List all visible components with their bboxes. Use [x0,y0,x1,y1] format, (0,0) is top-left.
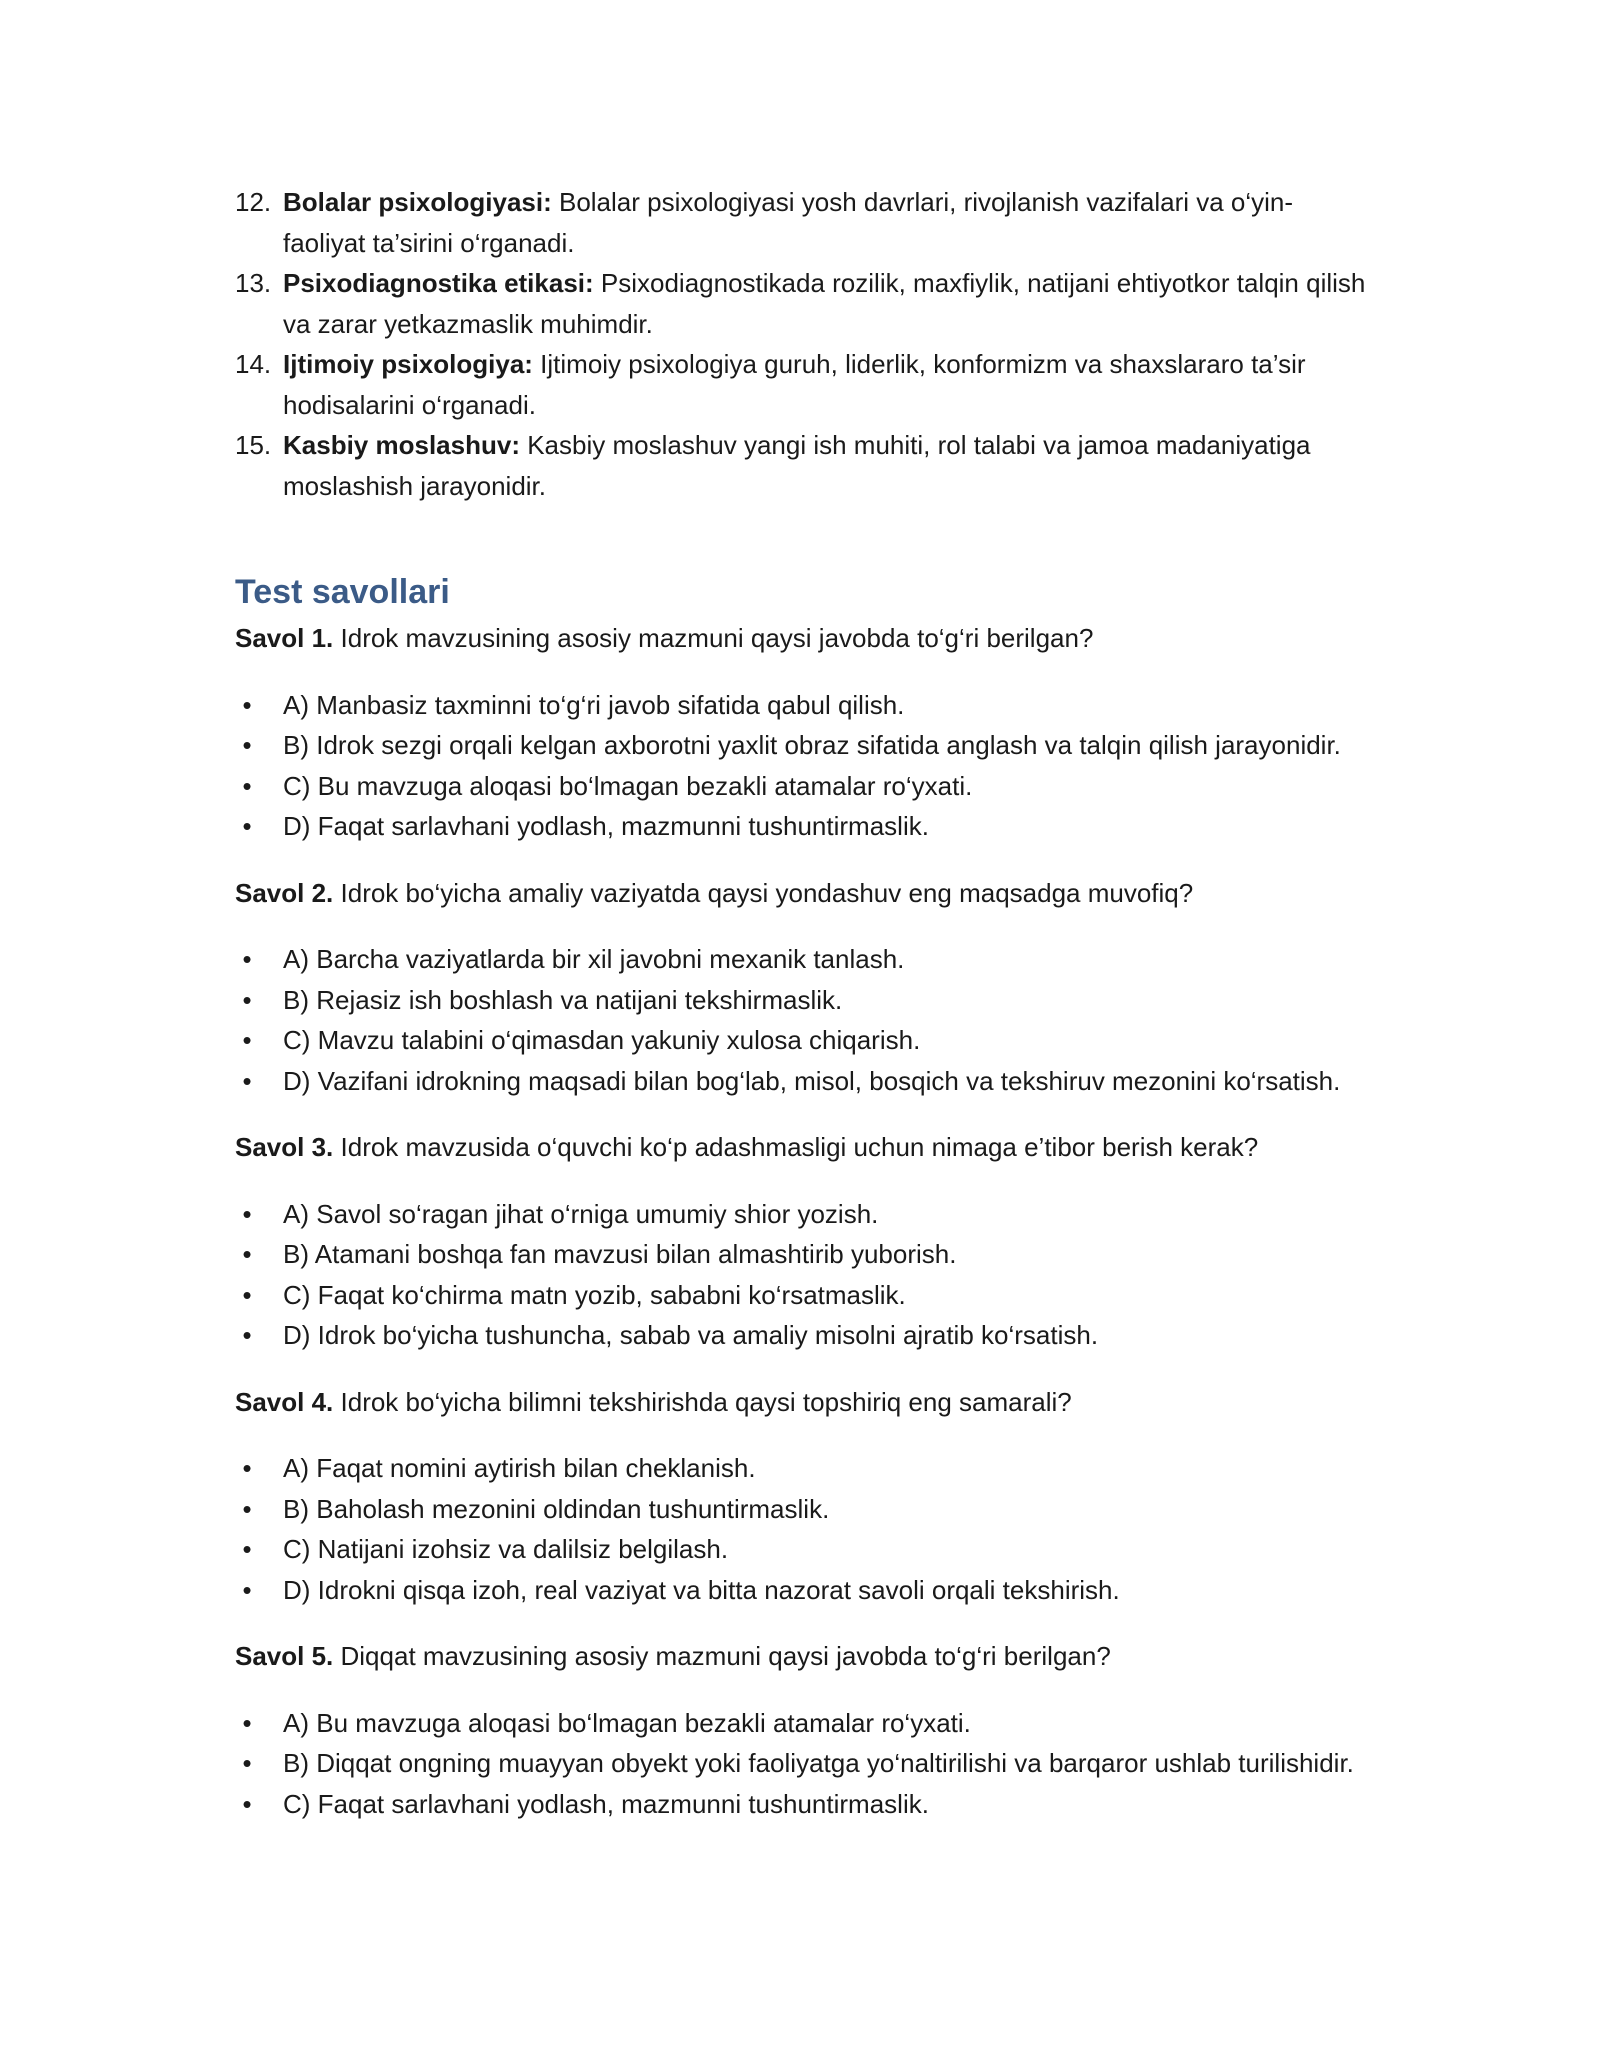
item-number: 13. [235,268,272,298]
option-item [235,806,1375,847]
option-item [235,1020,1375,1061]
option-item [235,980,1375,1021]
option-text: B) Idrok sezgi orqali kelgan axborotni yaxlit obraz sifatida anglash va talqin qilish jarayonidir. [283,730,1341,760]
term-title: Bolalar psixologiyasi: [283,187,552,217]
option-item [235,1234,1375,1275]
term-title: Kasbiy moslashuv: [283,430,520,460]
option-item [235,939,1375,980]
question-label: Savol 3. [235,1132,334,1162]
option-item [235,1448,1375,1489]
question-label: Savol 4. [235,1386,334,1417]
option-text: B) Diqqat ongning muayyan obyekt yoki faoliyatga yo‘naltirilishi va barqaror ushlab turilishidir. [283,1748,1354,1778]
terms-list [235,182,1375,506]
term-description: Psixodiagnostikada rozilik, maxfiylik, natijani ehtiyotkor talqin qilish va zarar yetkazmaslik muhimdir. [283,268,1366,339]
bullet-icon: • [242,1493,252,1524]
document-page [235,182,1375,1850]
question-2 [235,873,1375,914]
term-title: Ijtimoiy psixologiya: [283,349,533,379]
bullet-icon: • [242,811,252,841]
option-item [235,1743,1375,1784]
bullet-icon: • [242,1534,252,1564]
list-item [235,344,1375,425]
option-item [235,1061,1375,1102]
option-text: C) Faqat sarlavhani yodlash, mazmunni tushuntirmaslik. [283,1788,929,1819]
section-heading: Test savollari [235,573,450,611]
option-item [235,725,1375,766]
bullet-icon: • [242,1239,252,1269]
option-item [235,1489,1375,1530]
option-item [235,1194,1375,1235]
option-text: A) Barcha vaziyatlarda bir xil javobni mexanik tanlash. [283,944,905,974]
question-text: Diqqat mavzusining asosiy mazmuni qaysi javobda to‘g‘ri berilgan? [333,1641,1111,1671]
list-item [235,182,1375,263]
option-text: B) Rejasiz ish boshlash va natijani tekshirmaslik. [283,984,843,1015]
bullet-icon: • [242,1065,252,1096]
options-list [235,1448,1375,1610]
option-item [235,1703,1375,1744]
item-number: 12. [235,187,272,217]
bullet-icon: • [242,1198,252,1229]
option-item [235,685,1375,726]
question-text: Idrok bo‘yicha amaliy vaziyatda qaysi yondashuv eng maqsadga muvofiq? [333,877,1194,908]
bullet-icon: • [242,1453,252,1483]
item-number: 15. [235,430,272,460]
question-text: Idrok bo‘yicha bilimni tekshirishda qaysi topshiriq eng samarali? [333,1386,1072,1417]
option-text: A) Bu mavzuga aloqasi bo‘lmagan bezakli atamalar ro‘yxati. [283,1707,971,1738]
option-item [235,1315,1375,1356]
term-description: Ijtimoiy psixologiya guruh, liderlik, konformizm va shaxslararo ta’sir hodisalarini o‘rganadi. [283,349,1306,420]
option-text: C) Natijani izohsiz va dalilsiz belgilash. [283,1534,729,1564]
options-list [235,939,1375,1101]
bullet-icon: • [242,1320,252,1350]
term-description: Kasbiy moslashuv yangi ish muhiti, rol talabi va jamoa madaniyatiga moslashish jarayonidir. [283,430,1311,501]
option-text: C) Mavzu talabini o‘qimasdan yakuniy xulosa chiqarish. [283,1025,921,1055]
question-label: Savol 1. [235,623,334,653]
option-item [235,1529,1375,1570]
question-text: Idrok mavzusining asosiy mazmuni qaysi javobda to‘g‘ri berilgan? [333,623,1094,653]
option-item [235,766,1375,807]
option-text: C) Bu mavzuga aloqasi bo‘lmagan bezakli atamalar ro‘yxati. [283,770,973,801]
term-title: Psixodiagnostika etikasi: [283,268,594,298]
option-text: B) Baholash mezonini oldindan tushuntirmaslik. [283,1493,830,1524]
term-description: Bolalar psixologiyasi yosh davrlari, rivojlanish vazifalari va o‘yin-faoliyat ta’sirini o‘rganadi. [283,187,1294,258]
bullet-icon: • [242,1788,252,1819]
question-label: Savol 2. [235,877,334,908]
question-1 [235,618,1375,659]
bullet-icon: • [242,984,252,1015]
item-number: 14. [235,349,272,379]
options-list [235,1194,1375,1356]
option-text: B) Atamani boshqa fan mavzusi bilan almashtirib yuborish. [283,1239,957,1269]
bullet-icon: • [242,770,252,801]
option-text: A) Savol so‘ragan jihat o‘rniga umumiy shior yozish. [283,1198,879,1229]
list-item [235,263,1375,344]
bullet-icon: • [242,1025,252,1055]
bullet-icon: • [242,944,252,974]
options-list [235,1703,1375,1825]
question-label: Savol 5. [235,1641,334,1671]
bullet-icon: • [242,1279,252,1310]
option-item [235,1570,1375,1611]
option-text: A) Faqat nomini aytirish bilan cheklanish. [283,1453,756,1483]
option-text: D) Faqat sarlavhani yodlash, mazmunni tushuntirmaslik. [283,811,929,841]
option-item [235,1275,1375,1316]
bullet-icon: • [242,730,252,760]
option-text: D) Vazifani idrokning maqsadi bilan bog‘lab, misol, bosqich va tekshiruv mezonini ko‘rsatish. [283,1065,1341,1096]
option-text: D) Idrok bo‘yicha tushuncha, sabab va amaliy misolni ajratib ko‘rsatish. [283,1320,1099,1350]
option-item [235,1784,1375,1825]
bullet-icon: • [242,1707,252,1738]
options-list [235,685,1375,847]
question-3 [235,1127,1375,1168]
bullet-icon: • [242,1748,252,1778]
bullet-icon: • [242,1574,252,1605]
list-item [235,425,1375,506]
question-4 [235,1382,1375,1423]
question-5 [235,1636,1375,1677]
option-text: A) Manbasiz taxminni to‘g‘ri javob sifatida qabul qilish. [283,689,905,720]
option-text: C) Faqat ko‘chirma matn yozib, sababni ko‘rsatmaslik. [283,1279,906,1310]
option-text: D) Idrokni qisqa izoh, real vaziyat va bitta nazorat savoli orqali tekshirish. [283,1574,1120,1605]
question-text: Idrok mavzusida o‘quvchi ko‘p adashmasligi uchun nimaga e’tibor berish kerak? [333,1132,1259,1162]
bullet-icon: • [242,689,252,720]
